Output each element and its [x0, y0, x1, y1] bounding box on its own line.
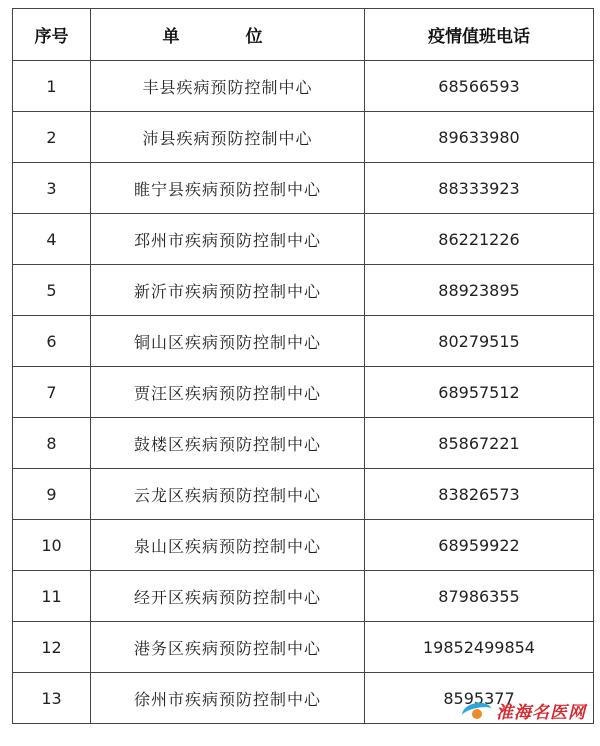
row-unit: 经开区疾病预防控制中心 — [91, 571, 365, 622]
table-row — [13, 112, 594, 163]
header-unit: 单 位 — [91, 9, 365, 61]
row-no: 3 — [13, 163, 91, 214]
row-phone: 68566593 — [365, 61, 594, 112]
row-no: 1 — [13, 61, 91, 112]
table-row — [13, 61, 594, 112]
row-unit: 新沂市疾病预防控制中心 — [91, 265, 365, 316]
table-body — [13, 61, 594, 724]
row-unit: 睢宁县疾病预防控制中心 — [91, 163, 365, 214]
row-no: 12 — [13, 622, 91, 673]
row-no: 8 — [13, 418, 91, 469]
row-phone: 80279515 — [365, 316, 594, 367]
row-phone: 89633980 — [365, 112, 594, 163]
header-row — [13, 9, 594, 61]
table-row — [13, 316, 594, 367]
header-phone: 疫情值班电话 — [365, 9, 594, 61]
row-no: 10 — [13, 520, 91, 571]
watermark — [462, 695, 586, 725]
row-phone: 68959922 — [365, 520, 594, 571]
row-phone: 68957512 — [365, 367, 594, 418]
row-no: 9 — [13, 469, 91, 520]
row-phone: 87986355 — [365, 571, 594, 622]
row-unit: 徐州市疾病预防控制中心 — [91, 673, 365, 724]
row-no: 13 — [13, 673, 91, 724]
row-unit: 云龙区疾病预防控制中心 — [91, 469, 365, 520]
table-row — [13, 571, 594, 622]
row-phone: 8595377 — [365, 673, 594, 724]
row-phone: 83826573 — [365, 469, 594, 520]
row-no: 6 — [13, 316, 91, 367]
table-row — [13, 418, 594, 469]
row-no: 5 — [13, 265, 91, 316]
row-unit: 港务区疾病预防控制中心 — [91, 622, 365, 673]
row-unit: 贾汪区疾病预防控制中心 — [91, 367, 365, 418]
row-phone: 85867221 — [365, 418, 594, 469]
table-row — [13, 367, 594, 418]
row-unit: 泉山区疾病预防控制中心 — [91, 520, 365, 571]
row-unit: 鼓楼区疾病预防控制中心 — [91, 418, 365, 469]
row-unit: 邳州市疾病预防控制中心 — [91, 214, 365, 265]
row-unit: 铜山区疾病预防控制中心 — [91, 316, 365, 367]
fish-logo-icon — [462, 699, 492, 721]
row-unit: 沛县疾病预防控制中心 — [91, 112, 365, 163]
table-row — [13, 520, 594, 571]
row-phone: 88923895 — [365, 265, 594, 316]
row-phone: 88333923 — [365, 163, 594, 214]
row-unit: 丰县疾病预防控制中心 — [91, 61, 365, 112]
watermark-text: 淮海名医网 — [496, 702, 586, 723]
row-no: 11 — [13, 571, 91, 622]
table-row — [13, 163, 594, 214]
row-no: 2 — [13, 112, 91, 163]
table-header — [13, 9, 594, 61]
row-phone: 86221226 — [365, 214, 594, 265]
table-row — [13, 214, 594, 265]
hotline-table — [12, 8, 594, 724]
table-row — [13, 265, 594, 316]
table-row — [13, 622, 594, 673]
header-no: 序号 — [13, 9, 91, 61]
row-no: 4 — [13, 214, 91, 265]
row-no: 7 — [13, 367, 91, 418]
row-phone: 19852499854 — [365, 622, 594, 673]
table-row — [13, 469, 594, 520]
